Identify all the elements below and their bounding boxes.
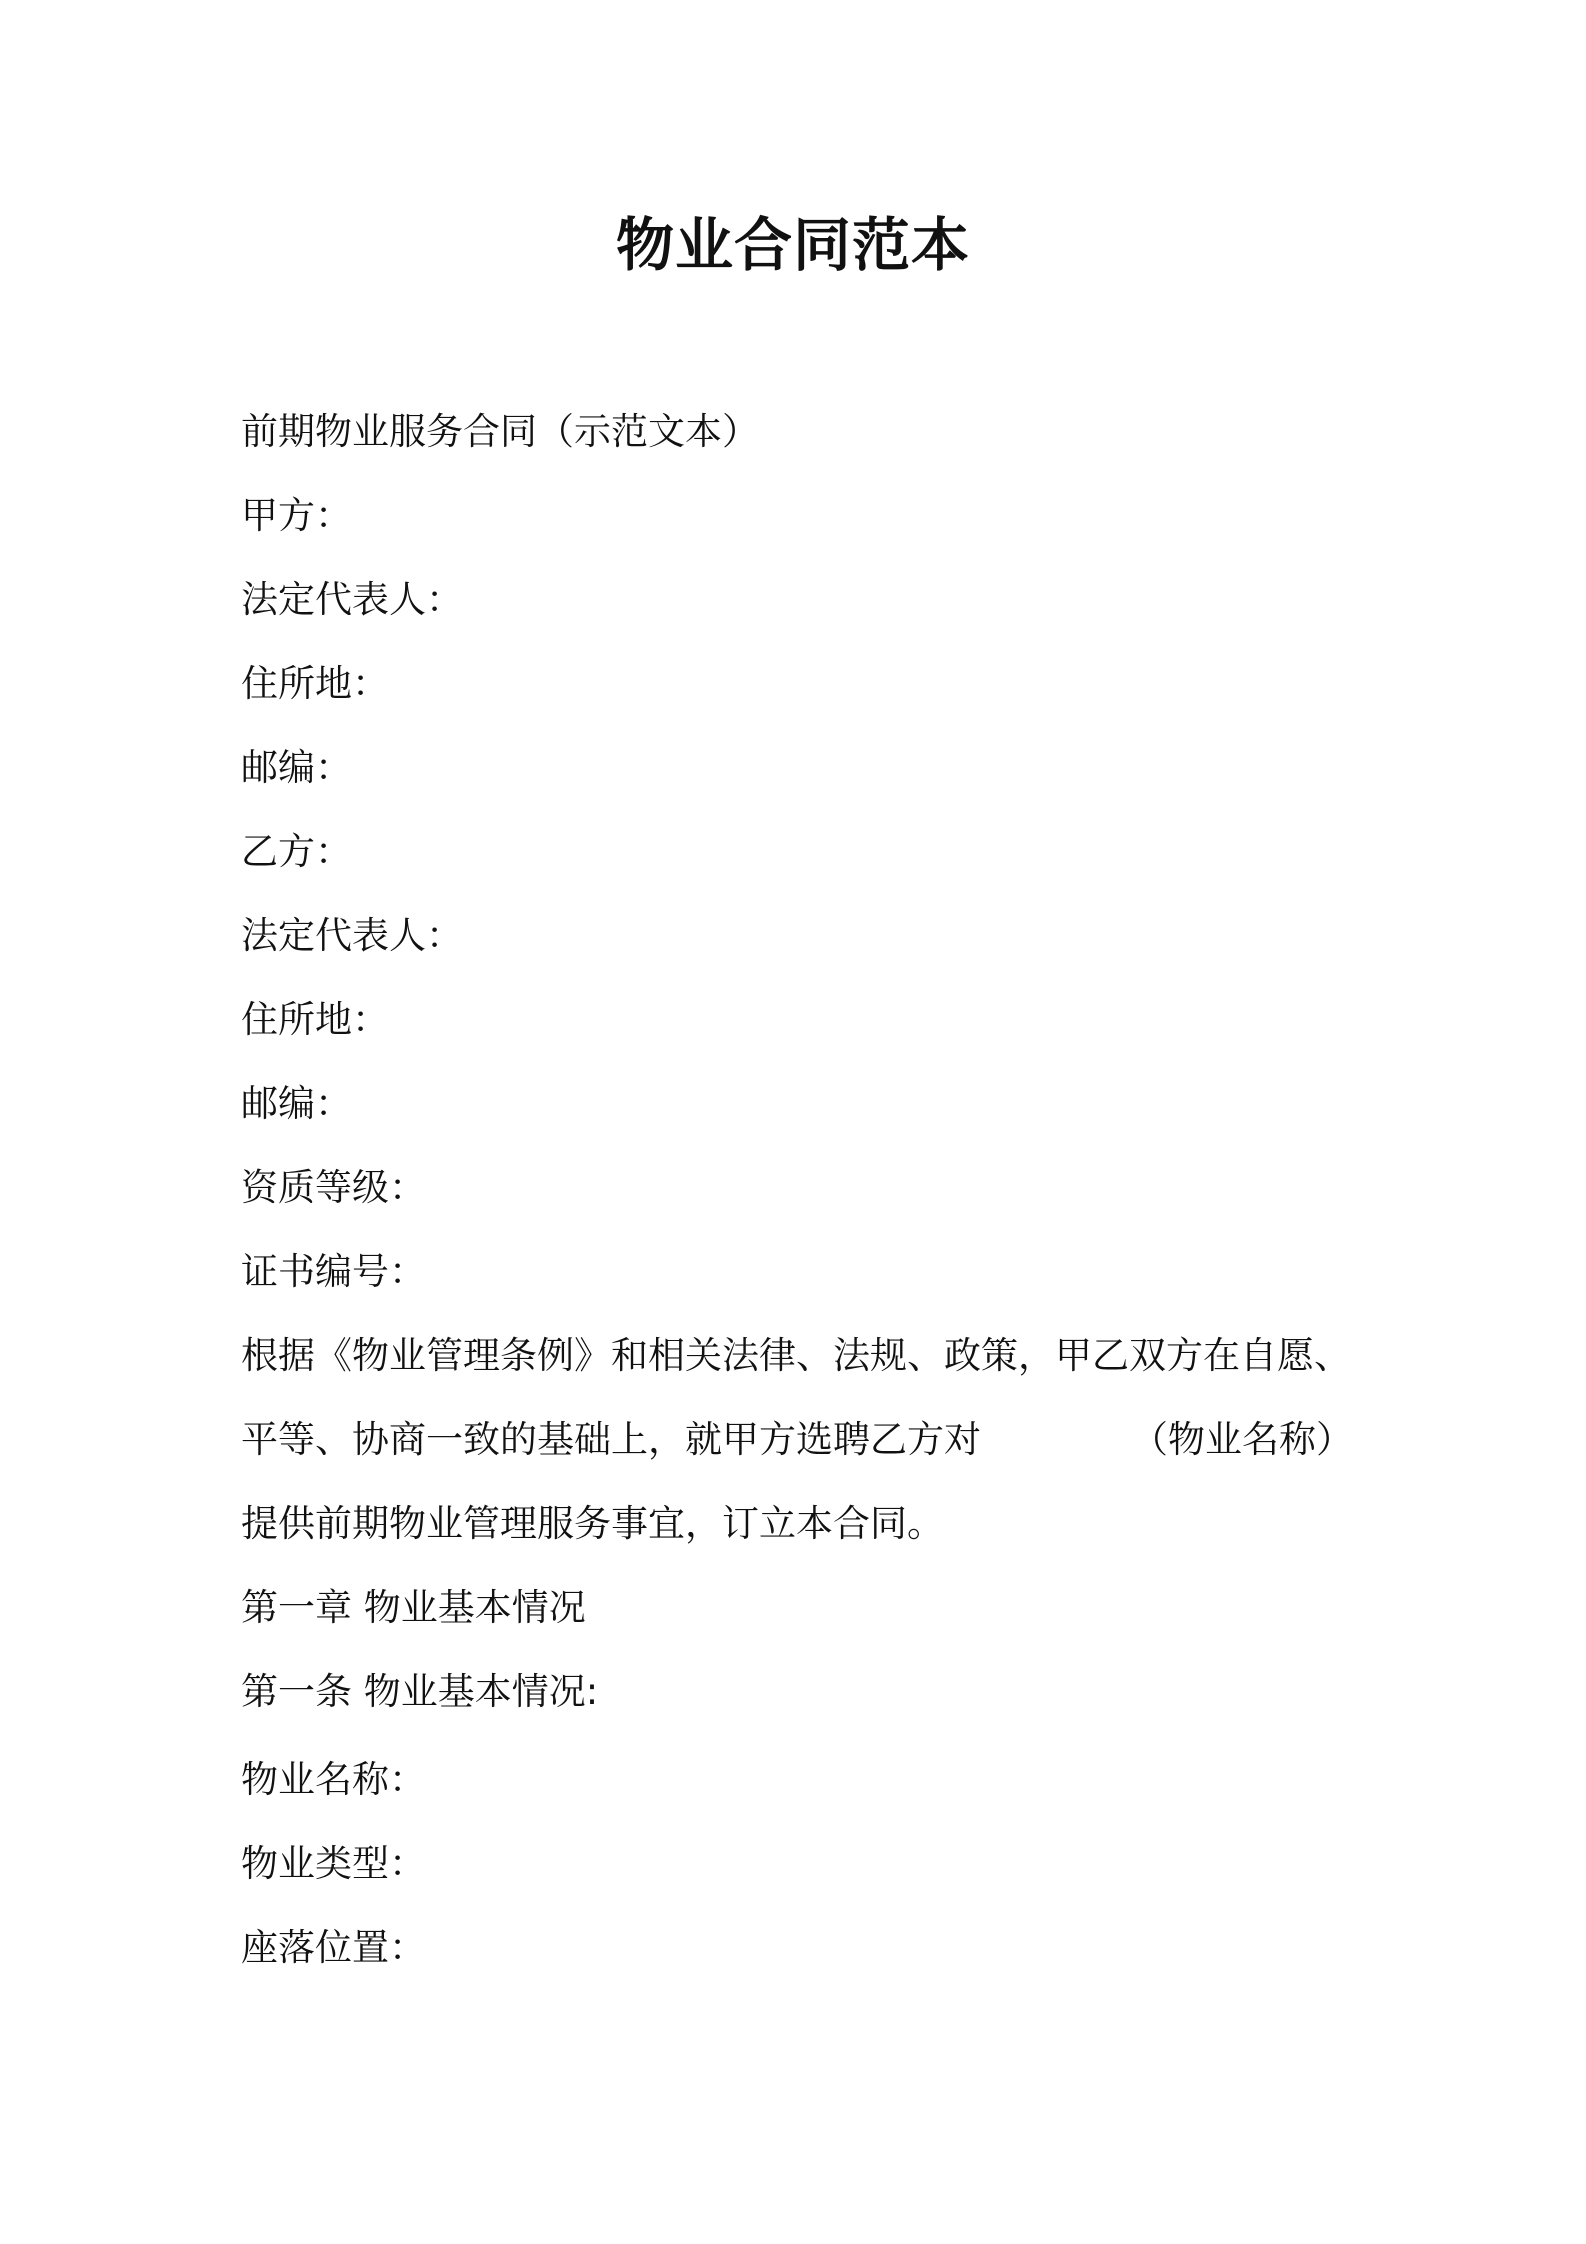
preamble-line-3: 提供前期物业管理服务事宜，订立本合同。 xyxy=(241,1502,944,1545)
party-b-certificate: 证书编号： xyxy=(241,1250,426,1293)
party-a-postcode: 邮编： xyxy=(241,746,352,789)
contract-subtitle: 前期物业服务合同（示范文本） xyxy=(241,410,759,453)
party-b-label: 乙方： xyxy=(241,830,352,873)
party-a-label: 甲方： xyxy=(241,494,352,537)
property-type-field: 物业类型： xyxy=(241,1842,426,1885)
party-b-postcode: 邮编： xyxy=(241,1082,352,1125)
party-a-legal-rep: 法定代表人： xyxy=(241,578,463,621)
document-title: 物业合同范本 xyxy=(615,211,970,279)
property-name-field: 物业名称： xyxy=(241,1758,426,1801)
preamble-line-2 xyxy=(241,1412,1353,1468)
preamble-line-1: 根据《物业管理条例》和相关法律、法规、政策，甲乙双方在自愿、 xyxy=(241,1334,1351,1377)
property-name-hint: （物业名称） xyxy=(1131,1418,1353,1461)
article-1-heading: 第一条 物业基本情况: xyxy=(241,1670,599,1713)
party-a-address: 住所地： xyxy=(241,662,389,705)
chapter-1-heading: 第一章 物业基本情况 xyxy=(241,1586,586,1629)
party-b-qualification: 资质等级： xyxy=(241,1166,426,1209)
preamble-line-2-text: 平等、协商一致的基础上，就甲方选聘乙方对 xyxy=(241,1418,981,1461)
property-location-field: 座落位置： xyxy=(241,1926,426,1969)
party-b-address: 住所地： xyxy=(241,998,389,1041)
party-b-legal-rep: 法定代表人： xyxy=(241,914,463,957)
